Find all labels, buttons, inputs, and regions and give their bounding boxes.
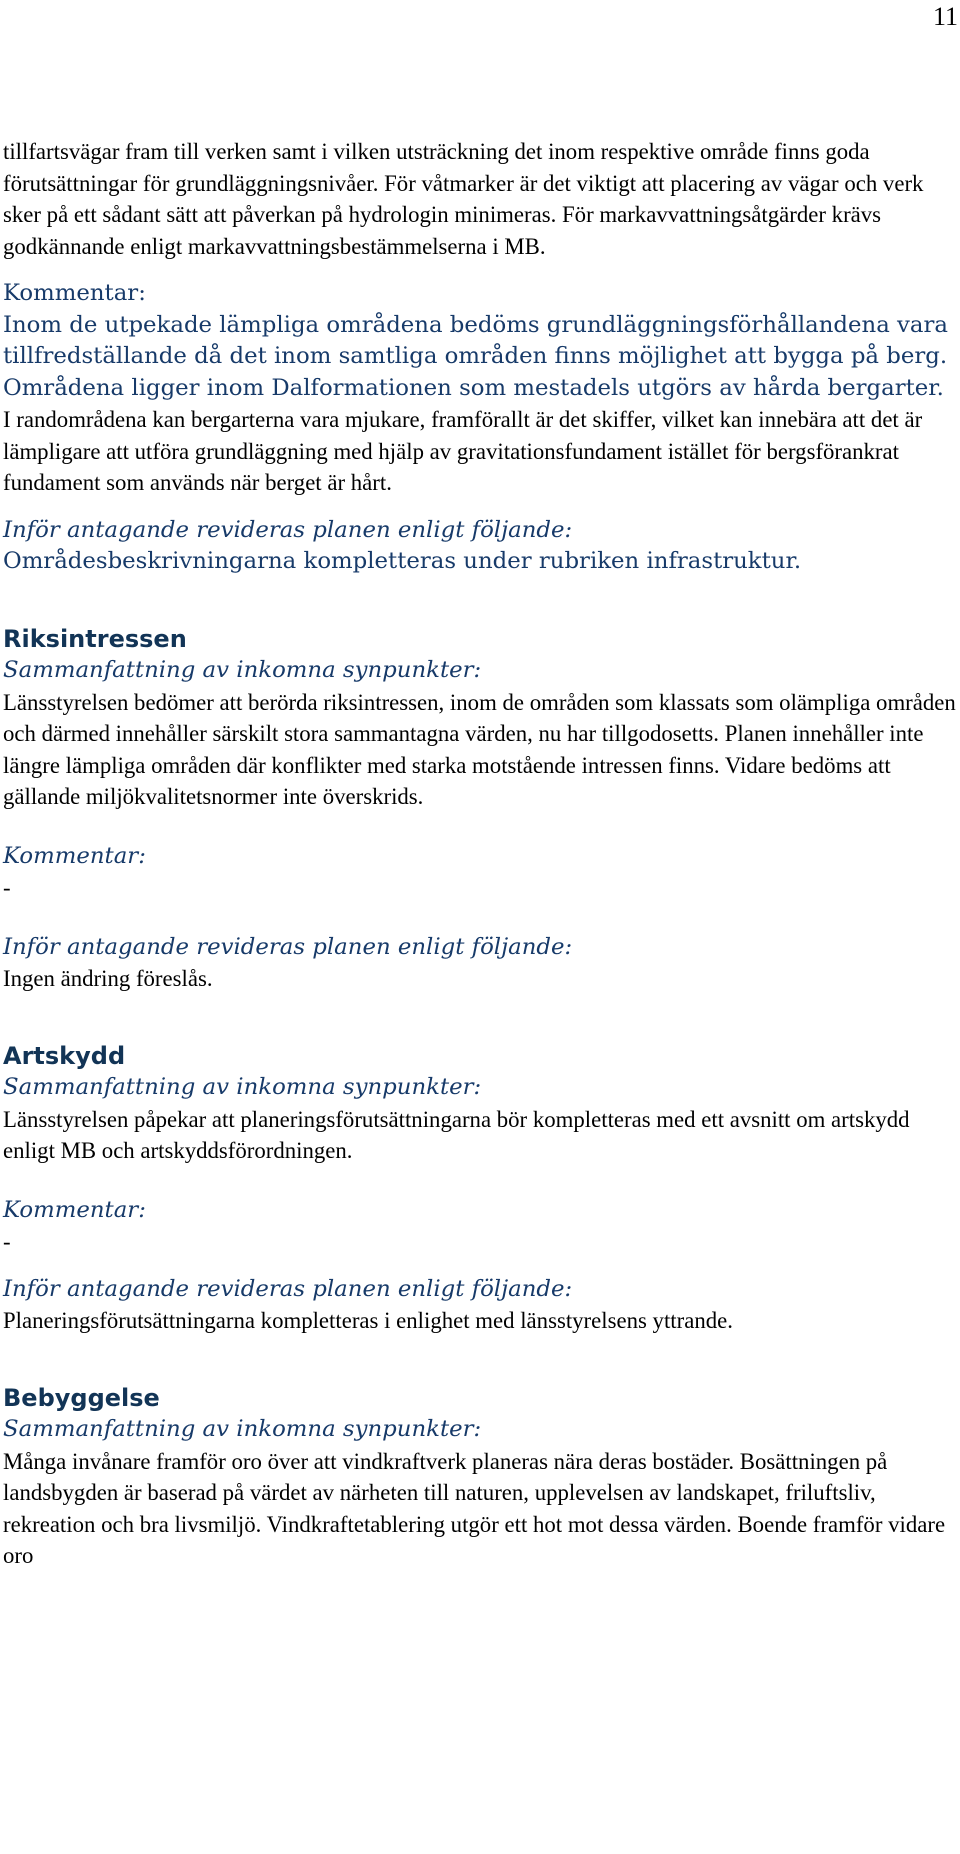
revision-text: Ingen ändring föreslås. bbox=[3, 966, 213, 991]
comment-paragraph-continued: I randområdena kan bergarterna vara mjukare, framförallt är det skiffer, vilket kan innebära att det är lämpligare att utföra grundläggning med hjälp av gravitationsfundament istället för bergsförankrat fundament som används när berget är hårt. bbox=[3, 407, 923, 495]
summary-label: Sammanfattning av inkomna synpunkter: bbox=[3, 1416, 482, 1442]
revision-label: Inför antagande revideras planen enligt följande: bbox=[3, 933, 573, 960]
section-heading-artskydd: Artskydd bbox=[3, 1041, 126, 1070]
comment-paragraph: Inom de utpekade lämpliga områdena bedöms grundläggningsförhållandena vara tillfredställande då det inom samtliga områden finns möjlighet att bygga på berg. Områdena ligger inom Dalformationen som mestadels utgörs av hårda bergarter. bbox=[3, 311, 948, 401]
comment-label: Kommentar: bbox=[3, 1196, 146, 1223]
revision-text: Planeringsförutsättningarna kompletteras i enlighet med länsstyrelsens yttrande. bbox=[3, 1308, 733, 1333]
comment-label: Kommentar: bbox=[3, 280, 146, 306]
comment-label: Kommentar: bbox=[3, 842, 146, 869]
summary-text: Länsstyrelsen bedömer att berörda riksintressen, inom de områden som klassats som olämpliga områden och därmed innehåller särskilt stora sammantagna värden, nu har tillgodosetts. Planen innehåller inte längre lämpliga områden där konflikter med starka motstående intressen finns. Vidare bedöms att gällande miljökvalitetsnormer inte överskrids. bbox=[3, 689, 956, 809]
document-body bbox=[3, 136, 958, 1572]
summary-label: Sammanfattning av inkomna synpunkter: bbox=[3, 657, 482, 683]
revision-text: Områdesbeskrivningarna kompletteras under rubriken infrastruktur. bbox=[3, 548, 802, 574]
summary-text: Många invånare framför oro över att vindkraftverk planeras nära deras bostäder. Bosättningen på landsbygden är baserad på värdet av närheten till naturen, upplevelsen av landskapet, friluftsliv, rekreation och bra livsmiljö. Vindkraftetablering utgör ett hot mot dessa värden. Boende framför vidare oro bbox=[3, 1448, 946, 1568]
section-heading-bebyggelse: Bebyggelse bbox=[3, 1383, 160, 1412]
revision-label: Inför antagande revideras planen enligt följande: bbox=[3, 1275, 573, 1302]
page-number: 11 bbox=[932, 2, 958, 31]
summary-label: Sammanfattning av inkomna synpunkter: bbox=[3, 1074, 482, 1100]
comment-text: - bbox=[3, 875, 11, 900]
revision-label: Inför antagande revideras planen enligt följande: bbox=[3, 516, 573, 543]
summary-text: Länsstyrelsen påpekar att planeringsförutsättningarna bör kompletteras med ett avsnitt om artskydd enligt MB och artskyddsförordningen. bbox=[3, 1106, 910, 1163]
section-heading-riksintressen: Riksintressen bbox=[3, 624, 187, 653]
intro-paragraph: tillfartsvägar fram till verken samt i vilken utsträckning det inom respektive område finns goda förutsättningar för grundläggningsnivåer. För våtmarker är det viktigt att placering av vägar och verk sker på ett sådant sätt att påverkan på hydrologin minimeras. För markavvattningsåtgärder krävs godkännande enligt markavvattningsbestämmelserna i MB. bbox=[3, 139, 924, 259]
comment-text: - bbox=[3, 1229, 11, 1254]
